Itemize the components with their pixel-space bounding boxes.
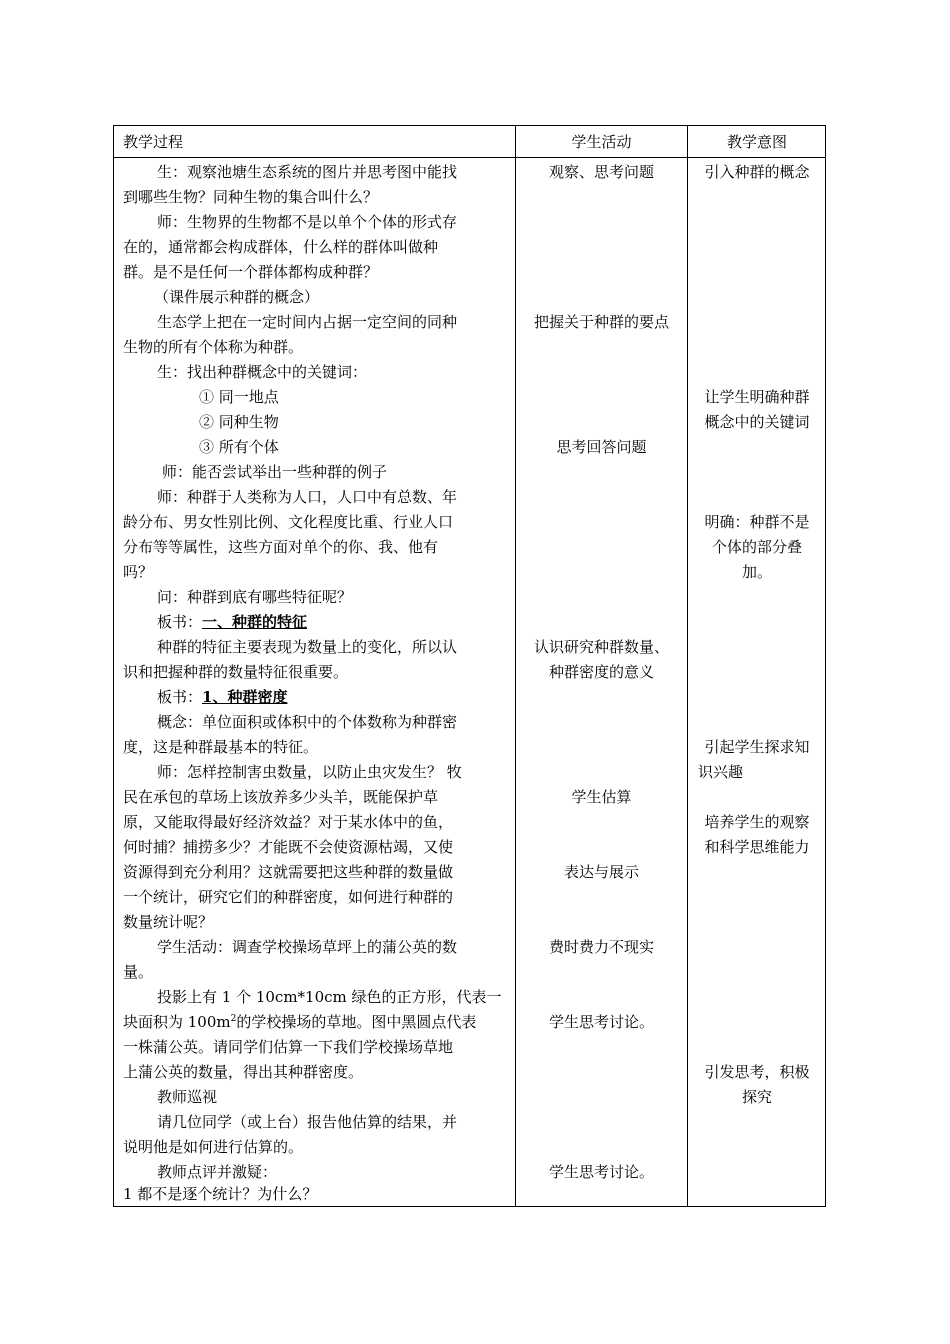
process-line: 教师点评并激疑： — [157, 1163, 278, 1181]
process-line: 量。 — [123, 963, 154, 981]
activity-text: 表达与展示 — [563, 863, 639, 881]
activity-text: 种群密度的意义 — [548, 663, 654, 681]
activity-text: 认识研究种群数量、 — [533, 638, 669, 656]
intent-text: 探究 — [741, 1088, 772, 1106]
activity-text: 学生思考讨论。 — [548, 1013, 654, 1031]
process-line: 吗？ — [123, 563, 154, 581]
process-line: 师：能否尝试举出一些种群的例子 — [162, 463, 388, 481]
process-line: 概念：单位面积或体积中的个体数称为种群密 — [157, 713, 458, 731]
process-line: 到哪些生物？同种生物的集合叫什么？ — [123, 188, 379, 206]
process-line: 上蒲公英的数量，得出其种群密度。 — [123, 1063, 364, 1081]
header-teaching-process: 教学过程 — [123, 133, 184, 151]
intent-text: 和科学思维能力 — [704, 838, 810, 856]
process-line: 度，这是种群最基本的特征。 — [123, 738, 319, 756]
keyword-item: ① 同一地点 — [199, 388, 279, 406]
process-line: 资源得到充分利用？这就需要把这些种群的数量做 — [123, 863, 454, 881]
activity-text: 把握关于种群的要点 — [533, 313, 669, 331]
intent-text: 培养学生的观察 — [704, 813, 810, 831]
process-line: 师：生物界的生物都不是以单个个体的形式存 — [157, 213, 458, 231]
activity-text: 学生思考讨论。 — [548, 1163, 654, 1181]
superscript: 2 — [230, 1014, 237, 1024]
activity-text: 观察、思考问题 — [548, 163, 654, 181]
process-text: 的学校操场的草地。图中黑圆点代表 — [236, 1013, 477, 1031]
process-text: 块面积为 100m — [123, 1013, 231, 1031]
intent-text: 引起学生探求知 — [704, 738, 810, 756]
board-label: 板书： — [157, 613, 203, 631]
intent-text: 识兴趣 — [698, 763, 744, 781]
board-heading — [157, 610, 307, 635]
process-line: 生态学上把在一定时间内占据一定空间的同种 — [157, 313, 458, 331]
process-line: 识和把握种群的数量特征很重要。 — [123, 663, 349, 681]
process-line: 请几位同学（或上台）报告他估算的结果，并 — [157, 1113, 458, 1131]
process-line: 问：种群到底有哪些特征呢？ — [157, 588, 353, 606]
process-line: 一个统计，研究它们的种群密度，如何进行种群的 — [123, 888, 454, 906]
intent-text: 让学生明确种群 — [704, 388, 810, 406]
process-line: 群。是不是任何一个群体都构成种群？ — [123, 263, 379, 281]
process-line: 民在承包的草场上该放养多少头羊，既能保护草 — [123, 788, 439, 806]
board-heading — [157, 685, 287, 710]
lesson-plan-table — [113, 125, 826, 1207]
intent-text: 个体的部分叠 — [711, 538, 802, 556]
process-line: 分布等等属性，这些方面对单个的你、我、他有 — [123, 538, 439, 556]
process-line: 种群的特征主要表现为数量上的变化，所以认 — [157, 638, 458, 656]
process-line: 原，又能取得最好经济效益？对于某水体中的鱼， — [123, 813, 454, 831]
activity-text: 学生估算 — [571, 788, 632, 806]
process-line: 师：怎样控制害虫数量，以防止虫灾发生？ 牧 — [157, 763, 462, 781]
intent-text: 概念中的关键词 — [704, 413, 810, 431]
keyword-item: ③ 所有个体 — [199, 438, 279, 456]
process-line: 生：找出种群概念中的关键词： — [157, 363, 368, 381]
process-line: 何时捕？捕捞多少？才能既不会使资源枯竭，又使 — [123, 838, 454, 856]
process-line: 说明他是如何进行估算的。 — [123, 1138, 304, 1156]
activity-text: 费时费力不现实 — [548, 938, 654, 956]
column-divider — [687, 126, 688, 1206]
process-line: 生物的所有个体称为种群。 — [123, 338, 304, 356]
header-teaching-intent: 教学意图 — [726, 133, 787, 151]
intent-text: 引发思考，积极 — [704, 1063, 810, 1081]
process-line: 在的，通常都会构成群体，什么样的群体叫做种 — [123, 238, 439, 256]
process-line: 投影上有 1 个 10cm*10cm 绿色的正方形，代表一 — [157, 988, 502, 1006]
intent-text: 加。 — [741, 563, 772, 581]
process-line: 师：种群于人类称为人口，人口中有总数、年 — [157, 488, 458, 506]
intent-text: 引入种群的概念 — [704, 163, 810, 181]
process-line: 一株蒲公英。请同学们估算一下我们学校操场草地 — [123, 1038, 454, 1056]
process-line — [123, 1010, 476, 1035]
process-line: 1 都不是逐个统计？为什么？ — [123, 1185, 318, 1203]
header-student-activity: 学生活动 — [571, 133, 632, 151]
keyword-item: ② 同种生物 — [199, 413, 279, 431]
process-line: 教师巡视 — [157, 1088, 218, 1106]
board-title: 一、种群的特征 — [202, 613, 308, 631]
process-line: 数量统计呢？ — [123, 913, 214, 931]
board-label: 板书： — [157, 688, 203, 706]
intent-text: 明确：种群不是 — [704, 513, 810, 531]
process-line: 生：观察池塘生态系统的图片并思考图中能找 — [157, 163, 458, 181]
activity-text: 思考回答问题 — [556, 438, 647, 456]
board-title: 1、种群密度 — [202, 688, 288, 706]
process-line: 学生活动：调查学校操场草坪上的蒲公英的数 — [157, 938, 458, 956]
header-divider — [114, 157, 825, 158]
process-line: 龄分布、男女性别比例、文化程度比重、行业人口 — [123, 513, 454, 531]
process-line: （课件展示种群的概念） — [154, 288, 320, 306]
